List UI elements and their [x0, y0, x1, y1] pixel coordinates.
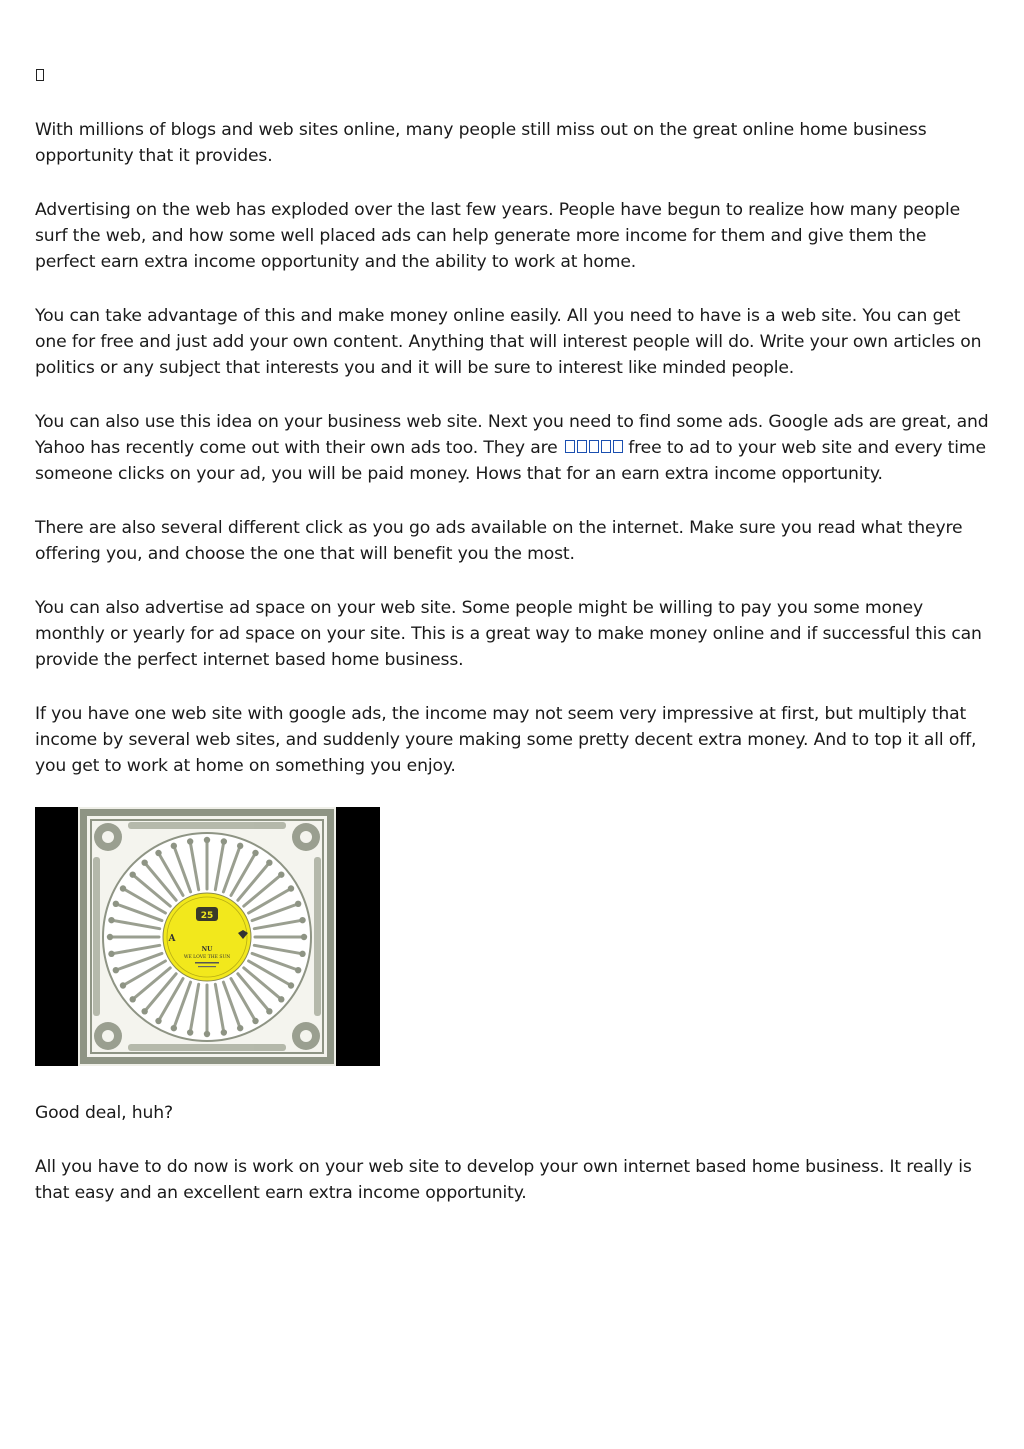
trumpet-bell: [237, 843, 243, 849]
paragraph-take-advantage: You can take advantage of this and make money online easily. All you need to have is a web site. You can get one for free and just add your own content. Anything that will interest people will do. Write your own articles on politics or any subject that interests you and it will be sure to interest like minded people.: [35, 306, 982, 378]
paragraph-advertising: Advertising on the web has exploded over the last few years. People have begun to realize how many people surf the web, and how some well placed ads can help generate more income for them and give them the perfect earn extra income opportunity and the ability to work at home.: [35, 200, 961, 272]
album-artwork: [78, 807, 336, 1066]
paragraph-intro: With millions of blogs and web sites online, many people still miss out on the great online home business opportunity that it provides.: [35, 120, 927, 166]
trumpet-bell: [266, 1008, 272, 1014]
missing-glyph-icon: [577, 440, 587, 453]
label-side: A: [168, 934, 176, 944]
trumpet-bell: [171, 843, 177, 849]
placeholder-glyph: [35, 66, 990, 88]
paragraph-conclusion: All you have to do now is work on your web site to develop your own internet based home business. It really is that easy and an excellent earn extra income opportunity.: [35, 1157, 972, 1203]
trumpet-bell: [108, 951, 114, 957]
label-subtitle: WE LOVE THE SUN: [183, 955, 231, 960]
trumpet-bell: [113, 967, 119, 973]
missing-glyph-icon: [601, 440, 611, 453]
trumpet-bell: [155, 850, 161, 856]
trumpet-bell: [187, 1029, 193, 1035]
trumpet-bell: [252, 850, 258, 856]
trumpet-bell: [295, 967, 301, 973]
trumpet-bell: [299, 917, 305, 923]
paragraph-ad-space: You can also advertise ad space on your web site. Some people might be willing to pay you some money monthly or yearly for ad space on your site. This is a great way to make money online and if successful this can provide the perfect internet based home business.: [35, 598, 982, 670]
trumpet-bell: [108, 917, 114, 923]
paragraph-text-after-link: free to ad to your web site and every time someone clicks on your ad, you will be paid money. Hows that for an earn extra income opportunity.: [35, 438, 986, 484]
trumpet-bell: [278, 996, 284, 1002]
trumpet-bell: [187, 838, 193, 844]
inline-link[interactable]: [563, 438, 623, 458]
paragraph-business-site: [35, 409, 990, 487]
missing-glyph-icon: [589, 440, 599, 453]
trumpet-bell: [252, 1018, 258, 1024]
label-title: NU: [201, 946, 213, 953]
trumpet-bell: [129, 996, 135, 1002]
trumpet-bell: [155, 1018, 161, 1024]
trumpet-bell: [171, 1025, 177, 1031]
article: [35, 66, 990, 1234]
trumpet-bell: [221, 1029, 227, 1035]
trumpet-bell: [129, 871, 135, 877]
trumpet-bell: [288, 885, 294, 891]
paragraph-good-deal: Good deal, huh?: [35, 1103, 173, 1123]
trumpet-bell: [295, 901, 301, 907]
missing-glyph-icon: [36, 69, 44, 81]
album-cover-image: [35, 807, 380, 1066]
paragraph-click-ads: There are also several different click as you go ads available on the internet. Make sure you read what theyre offering you, and choose the one that will benefit you the most.: [35, 518, 963, 564]
trumpet-bell: [204, 1031, 210, 1037]
trumpet-bell: [120, 982, 126, 988]
trumpet-bell: [204, 837, 210, 843]
trumpet-bell: [237, 1025, 243, 1031]
trumpet-bell: [141, 859, 147, 865]
trumpet-bell: [221, 838, 227, 844]
trumpet-bell: [299, 951, 305, 957]
trumpet-bell: [288, 982, 294, 988]
paragraph-multiply: If you have one web site with google ads, the income may not seem very impressive at first, but multiply that income by several web sites, and suddenly youre making some pretty decent extra money. And to top it all off, you get to work at home on something you enjoy.: [35, 704, 977, 776]
svg-text:25: 25: [200, 911, 214, 921]
missing-glyph-icon: [613, 440, 623, 453]
trumpet-bell: [266, 859, 272, 865]
trumpet-bell: [301, 934, 307, 940]
missing-glyph-icon: [565, 440, 575, 453]
trumpet-bell: [141, 1008, 147, 1014]
trumpet-bell: [113, 901, 119, 907]
trumpet-bell: [278, 871, 284, 877]
paragraph-text-before-link: You can also use this idea on your business web site. Next you need to find some ads. Google ads are great, and Yahoo has recently come out with their own ads too. They are: [35, 412, 989, 458]
trumpet-bell: [107, 934, 113, 940]
trumpet-bell: [120, 885, 126, 891]
